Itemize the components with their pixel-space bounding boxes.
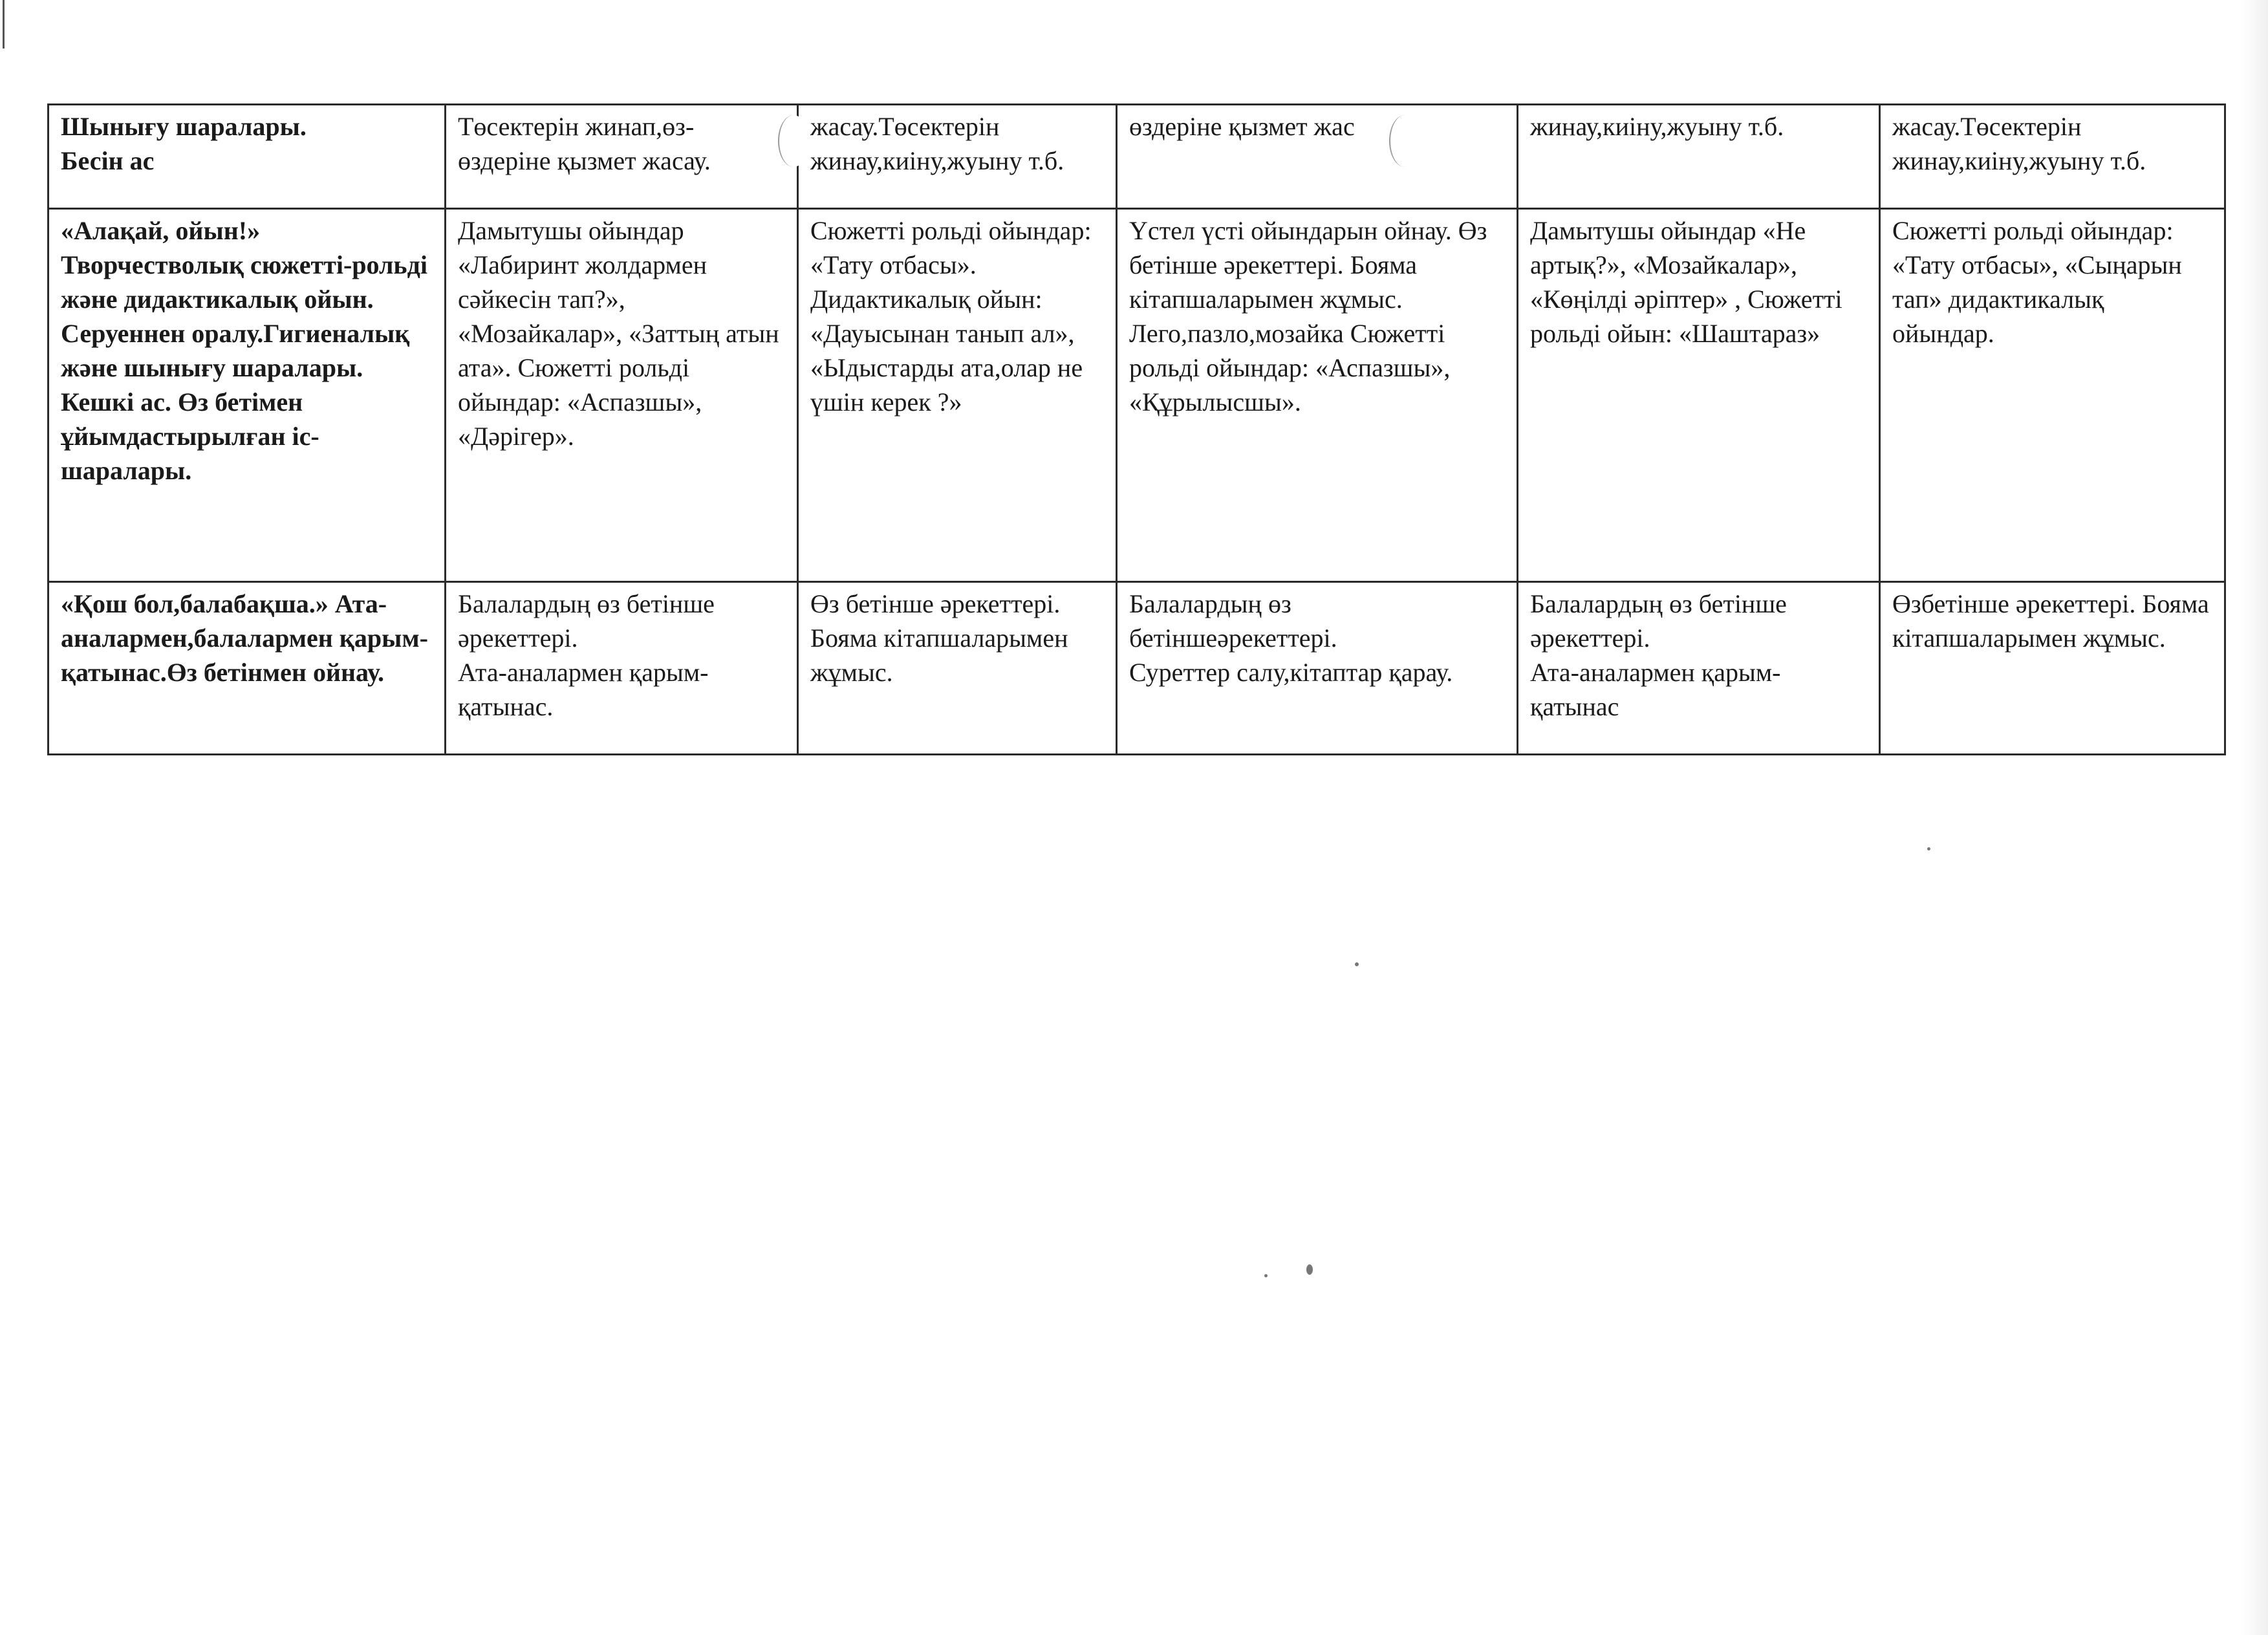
table-row [49,209,2225,582]
activity-cell: «Алақай, ойын!» Творчестволық сюжетті-рольді және дидактикалық ойын. Серуеннен оралу.Гигиеналық және шынығу шаралары. Кешкі ас. Өз бетімен ұйымдастырылған іс-шаралары. [49,209,446,582]
day-cell: жинау,киіну,жуыну т.б. [1518,105,1880,209]
day-cell: өздеріне қызмет жас [1117,105,1518,209]
day-cell: Балалардың өз бетінше әрекеттері. Ата-аналармен қарым-қатынас. [446,582,798,755]
scan-artifact [778,115,809,167]
scan-right-margin [2242,0,2268,1635]
day-cell: Балалардың өз бетінше әрекеттері. Ата-аналармен қарым-қатынас [1518,582,1880,755]
day-cell: жасау.Төсектерін жинау,киіну,жуыну т.б. [798,105,1117,209]
scan-edge-mark [3,0,5,49]
day-cell: Дамытушы ойындар «Лабиринт жолдармен сәйкесін тап?», «Мозайкалар», «Заттың атын ата». Сюжетті рольді ойындар: «Аспазшы», «Дәрігер». [446,209,798,582]
schedule-table [47,103,2226,755]
day-cell: Балалардың өз бетіншеәрекеттері. Суреттер салу,кітаптар қарау. [1117,582,1518,755]
day-cell: Үстел үсті ойындарын ойнау. Өз бетінше әрекеттері. Бояма кітапшаларымен жұмыс. Лего,пазло,мозайка Сюжетті рольді ойындар: «Аспазшы», «Құрылысшы». [1117,209,1518,582]
scan-speck [1927,847,1930,850]
activity-cell: Шынығу шаралары. Бесін ас [49,105,446,209]
scan-speck [1355,962,1359,966]
day-cell: Өз бетінше әрекеттері. Бояма кітапшаларымен жұмыс. [798,582,1117,755]
table-row [49,582,2225,755]
scan-speck [1306,1264,1313,1275]
day-cell: Өзбетінше әрекеттері. Бояма кітапшаларымен жұмыс. [1880,582,2225,755]
day-cell: Төсектерін жинап,өз-өздеріне қызмет жасау. [446,105,798,209]
day-cell: жасау.Төсектерін жинау,киіну,жуыну т.б. [1880,105,2225,209]
scan-artifact [1389,115,1420,167]
scan-speck [1264,1274,1268,1277]
table-row [49,105,2225,209]
day-cell: Сюжетті рольді ойындар: «Тату отбасы», «Сыңарын тап» дидактикалық ойындар. [1880,209,2225,582]
activity-cell: «Қош бол,балабақша.» Ата-аналармен,балалармен қарым-қатынас.Өз бетінмен ойнау. [49,582,446,755]
scan-top-margin [0,0,2268,52]
day-cell: Сюжетті рольді ойындар: «Тату отбасы». Дидактикалық ойын: «Дауысынан танып ал», «Ыдыстарды ата,олар не үшін керек ?» [798,209,1117,582]
day-cell: Дамытушы ойындар «Не артық?», «Мозайкалар», «Көңілді әріптер» , Сюжетті рольді ойын: «Шаштараз» [1518,209,1880,582]
